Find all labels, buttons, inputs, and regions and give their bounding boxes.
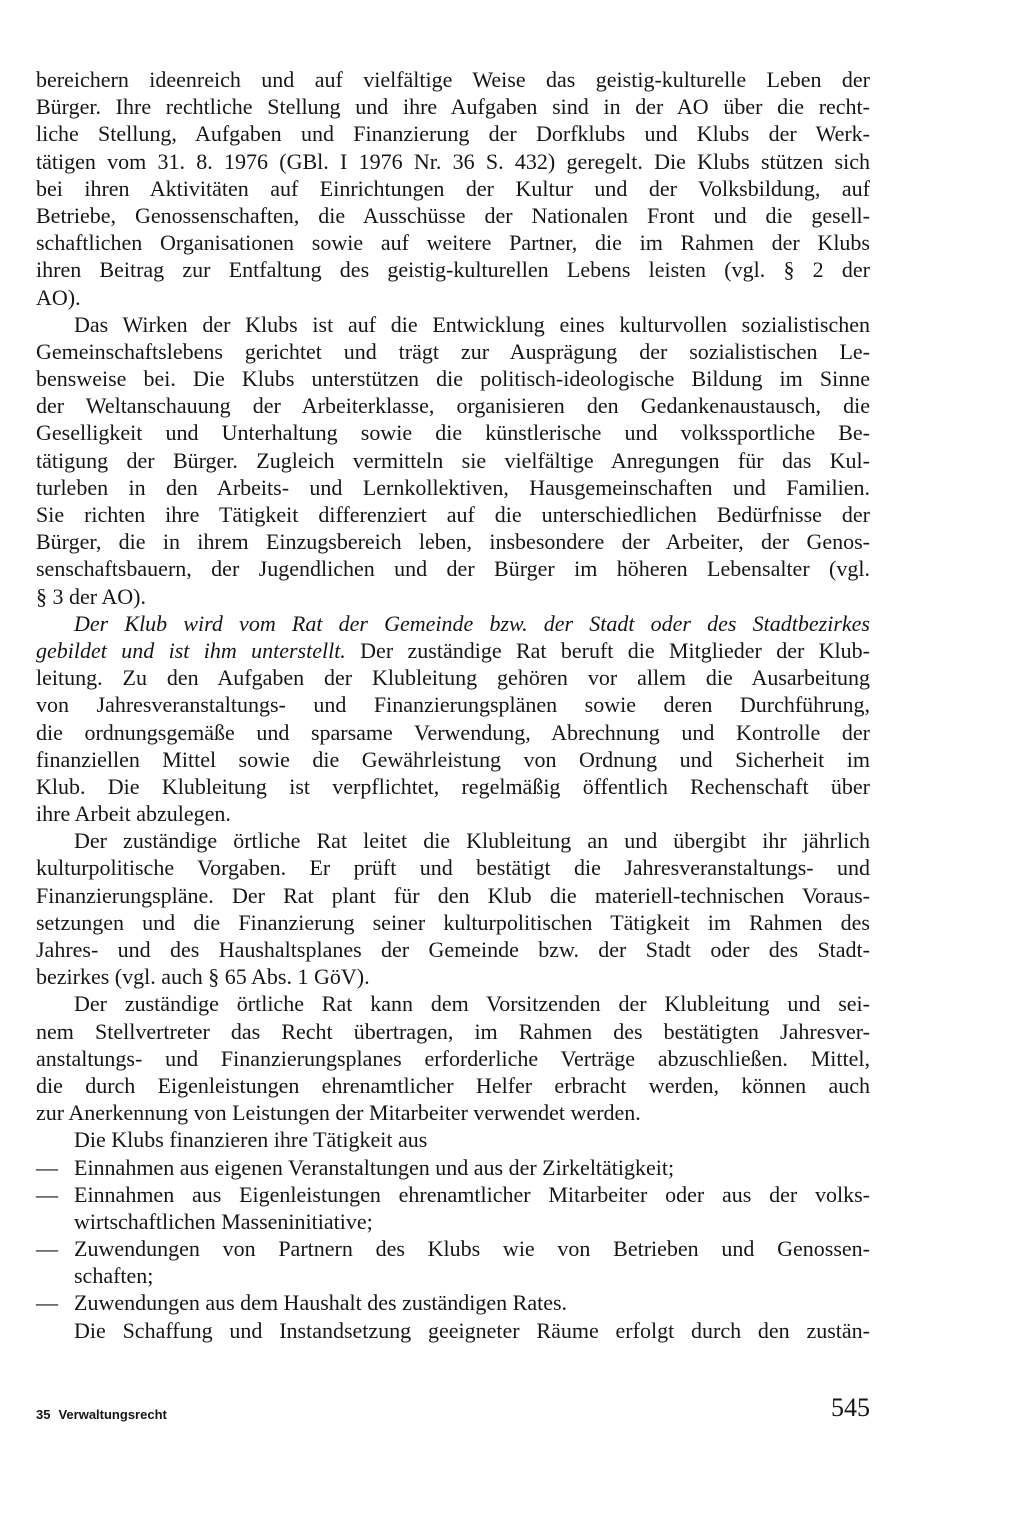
text-line-mixed: [36, 637, 870, 664]
text-line: zur Anerkennung von Leistungen der Mitarbeiter verwendet werden.: [36, 1100, 641, 1126]
text-line: bensweise bei. Die Klubs unterstützen die politisch-ideologische Bildung im Sinne: [36, 366, 870, 392]
signature-number: 35: [36, 1407, 51, 1422]
text-line: Das Wirken der Klubs ist auf die Entwicklung eines kulturvollen sozialistischen: [74, 311, 870, 337]
text-line: leitung. Zu den Aufgaben der Klubleitung gehören vor allem die Ausarbeitung: [36, 665, 870, 691]
dash-bullet: —: [36, 1236, 58, 1262]
text-segment: Der zuständige Rat beruft die Mitglieder der Klub-: [345, 637, 870, 663]
list-item-text: wirtschaftlichen Masseninitiative;: [74, 1208, 373, 1234]
page-footer: [36, 1393, 870, 1433]
list-item-text: Einnahmen aus eigenen Veranstaltungen und aus der Zirkeltätigkeit;: [74, 1154, 675, 1180]
text-line: Gemeinschaftslebens gerichtet und trägt zur Ausprägung der sozialistischen Le-: [36, 338, 870, 364]
list-item-line: [36, 1181, 870, 1208]
text-line: Klub. Die Klubleitung ist verpflichtet, regelmäßig öffentlich Rechenschaft über: [36, 773, 870, 799]
text-line: von Jahresveranstaltungs- und Finanzierungsplänen sowie deren Durchführung,: [36, 692, 870, 718]
text-line: kulturpolitische Vorgaben. Er prüft und bestätigt die Jahresveranstaltungs- und: [36, 855, 870, 881]
list-item: [36, 1235, 870, 1289]
text-line: Der zuständige örtliche Rat leitet die Klubleitung an und übergibt ihr jährlich: [74, 828, 870, 854]
paragraph-6: [36, 1126, 870, 1153]
funding-list: [36, 1154, 870, 1317]
text-line: tätigung der Bürger. Zugleich vermitteln sie vielfältige Anregungen für das Kul-: [36, 447, 870, 473]
list-item-text: schaften;: [74, 1263, 154, 1289]
text-line: liche Stellung, Aufgaben und Finanzierung der Dorfklubs und Klubs der Werk-: [36, 121, 870, 147]
text-line: Geselligkeit und Unterhaltung sowie die künstlerische und volkssportliche Be-: [36, 420, 870, 446]
signature-title: Verwaltungsrecht: [58, 1407, 167, 1422]
text-line: ihre Arbeit abzulegen.: [36, 801, 231, 827]
text-line: bei ihren Aktivitäten auf Einrichtungen der Kultur und der Volksbildung, auf: [36, 175, 870, 201]
text-line: setzungen und die Finanzierung seiner kulturpolitischen Tätigkeit im Rahmen des: [36, 909, 870, 935]
text-line: bereichern ideenreich und auf vielfältige Weise das geistig-kulturelle Leben der: [36, 67, 870, 92]
text-line: Der zuständige örtliche Rat kann dem Vorsitzenden der Klubleitung und sei-: [74, 991, 870, 1017]
italic-text-line: Der Klub wird vom Rat der Gemeinde bzw. der Stadt oder des Stadtbezirkes: [74, 610, 870, 636]
italic-text-segment: gebildet und ist ihm unterstellt.: [36, 637, 346, 663]
text-line: anstaltungs- und Finanzierungsplanes erforderliche Verträge abzuschließen. Mittel,: [36, 1045, 870, 1071]
signature-mark: [36, 1407, 167, 1422]
dash-bullet: —: [36, 1181, 58, 1207]
list-item-line: [36, 1235, 870, 1262]
text-line: Bürger. Ihre rechtliche Stellung und ihre Aufgaben sind in der AO über die recht-: [36, 94, 870, 120]
list-item-text: Zuwendungen von Partnern des Klubs wie von Betrieben und Genossen-: [74, 1236, 870, 1262]
dash-bullet: —: [36, 1154, 58, 1180]
list-item-line: [36, 1289, 870, 1316]
list-item: [36, 1289, 870, 1316]
paragraph-1: [36, 66, 870, 311]
text-line: Bürger, die in ihrem Einzugsbereich leben, insbesondere der Arbeiter, der Genos-: [36, 529, 870, 555]
list-item: [36, 1154, 870, 1181]
paragraph-4: [36, 827, 870, 990]
text-line: Finanzierungspläne. Der Rat plant für den Klub die materiell-technischen Voraus-: [36, 882, 870, 908]
text-line: finanziellen Mittel sowie die Gewährleistung von Ordnung und Sicherheit im: [36, 746, 870, 772]
text-line: die ordnungsgemäße und sparsame Verwendung, Abrechnung und Kontrolle der: [36, 719, 870, 745]
text-line: ihren Beitrag zur Entfaltung des geistig-kulturellen Lebens leisten (vgl. § 2 der: [36, 257, 870, 283]
list-intro-line: Die Klubs finanzieren ihre Tätigkeit aus: [74, 1127, 428, 1153]
text-line: die durch Eigenleistungen ehrenamtlicher Helfer erbracht werden, können auch: [36, 1072, 870, 1098]
page-number: 545: [831, 1393, 870, 1422]
text-line: Betriebe, Genossenschaften, die Ausschüsse der Nationalen Front und die gesell-: [36, 202, 870, 228]
paragraph-3: [36, 610, 870, 828]
text-line: der Weltanschauung der Arbeiterklasse, organisieren den Gedankenaustausch, die: [36, 393, 870, 419]
paragraph-5: [36, 990, 870, 1126]
text-line: § 3 der AO).: [36, 583, 146, 609]
list-item-line: [36, 1154, 870, 1181]
list-item-text: Einnahmen aus Eigenleistungen ehrenamtlicher Mitarbeiter oder aus der volks-: [74, 1181, 870, 1207]
text-line: turleben in den Arbeits- und Lernkollektiven, Hausgemeinschaften und Familien.: [36, 474, 870, 500]
text-line: bezirkes (vgl. auch § 65 Abs. 1 GöV).: [36, 964, 370, 990]
text-line: nem Stellvertreter das Recht übertragen, im Rahmen des bestätigten Jahresver-: [36, 1018, 870, 1044]
paragraph-2: [36, 311, 870, 610]
text-line: schaftlichen Organisationen sowie auf weitere Partner, die im Rahmen der Klubs: [36, 230, 870, 256]
text-line: senschaftsbauern, der Jugendlichen und der Bürger im höheren Lebensalter (vgl.: [36, 556, 870, 582]
list-item-text: Zuwendungen aus dem Haushalt des zuständigen Rates.: [74, 1290, 568, 1316]
dash-bullet: —: [36, 1290, 58, 1316]
text-line: Sie richten ihre Tätigkeit differenziert auf die unterschiedlichen Bedürfnisse der: [36, 502, 870, 527]
text-line: tätigen vom 31. 8. 1976 (GBl. I 1976 Nr. 36 S. 432) geregelt. Die Klubs stützen sich: [36, 148, 870, 174]
text-line: Jahres- und des Haushaltsplanes der Gemeinde bzw. der Stadt oder des Stadt-: [36, 937, 870, 962]
closing-text-line: Die Schaffung und Instandsetzung geeigneter Räume erfolgt durch den zustän-: [74, 1317, 870, 1343]
page-body: [36, 66, 870, 1344]
text-line: AO).: [36, 284, 81, 310]
list-item: [36, 1181, 870, 1235]
